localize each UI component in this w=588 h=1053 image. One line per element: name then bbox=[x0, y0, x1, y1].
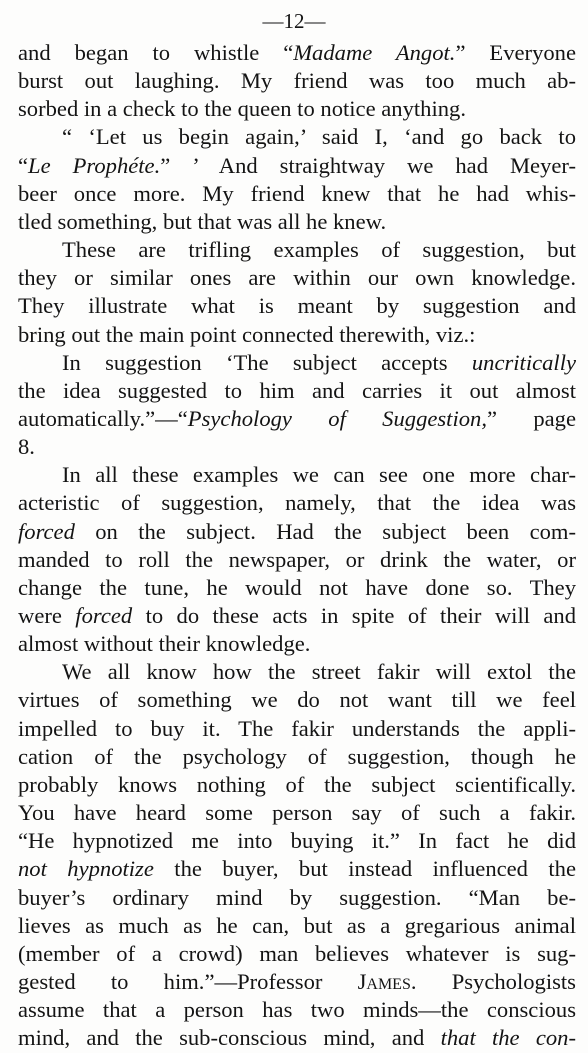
text-line bbox=[18, 798, 576, 828]
text-segment: change the tune, he would not have done so. They bbox=[18, 574, 576, 600]
text-segment: the buyer, but instead influenced the bbox=[153, 856, 576, 882]
text-line bbox=[18, 601, 576, 631]
text-segment: You have heard some person say of such a fakir. bbox=[18, 800, 576, 826]
text-segment: buyer’s ordinary mind by suggestion. “Man be- bbox=[18, 884, 576, 910]
text-segment: mind, and the sub-conscious mind, and bbox=[18, 1025, 441, 1051]
text-line bbox=[18, 685, 576, 715]
text-line bbox=[62, 460, 576, 490]
italic-text: that the con- bbox=[440, 1025, 576, 1051]
text-segment: ” Everyone bbox=[455, 40, 576, 65]
text-segment: on the subject. Had the subject been com- bbox=[74, 518, 576, 544]
text-segment: probably knows nothing of the subject scientifically. bbox=[18, 771, 576, 797]
text-line bbox=[18, 207, 576, 237]
text-segment: lieves as much as he can, but as a gregarious animal bbox=[18, 912, 576, 938]
text-line bbox=[18, 742, 576, 772]
text-segment: virtues of something we do not want till we feel bbox=[18, 687, 576, 713]
text-segment: automatically.”—“ bbox=[18, 405, 188, 431]
text-segment: to do these acts in spite of their will and bbox=[132, 603, 577, 628]
text-segment: they or similar ones are within our own knowledge. bbox=[18, 265, 576, 291]
text-line bbox=[18, 320, 576, 350]
text-segment: In all these examples we can see one more char- bbox=[62, 462, 576, 488]
text-segment: They illustrate what is meant by suggestion and bbox=[18, 293, 576, 319]
text-line bbox=[18, 488, 576, 518]
text-segment: ” page bbox=[486, 405, 576, 431]
text-line bbox=[18, 38, 576, 68]
small-caps-text: James bbox=[357, 968, 411, 994]
text-line bbox=[18, 432, 576, 462]
text-line bbox=[18, 66, 576, 96]
text-line bbox=[18, 826, 576, 856]
text-segment: ” ’ And straightway we had Meyer- bbox=[160, 152, 576, 178]
page-number: —12— bbox=[262, 9, 326, 33]
text-line bbox=[18, 517, 576, 547]
text-segment: tled something, but that was all he knew. bbox=[18, 208, 387, 234]
text-line bbox=[62, 348, 576, 378]
text-segment: beer once more. My friend knew that he had whis- bbox=[18, 180, 576, 206]
italic-text: Madame Angot. bbox=[293, 40, 456, 65]
text-line bbox=[62, 235, 576, 265]
text-segment: cation of the psychology of suggestion, though he bbox=[18, 743, 576, 769]
italic-text: forced bbox=[75, 603, 133, 628]
text-line bbox=[18, 629, 576, 659]
text-segment: . Psychologists bbox=[410, 968, 576, 994]
text-line bbox=[18, 291, 576, 321]
italic-text: Le Prophéte. bbox=[28, 152, 161, 178]
text-line bbox=[18, 263, 576, 293]
text-line bbox=[18, 151, 576, 181]
text-line bbox=[18, 376, 576, 406]
text-segment: impelled to buy it. The fakir understands the appli- bbox=[18, 715, 576, 741]
text-segment: the idea suggested to him and carries it out almost bbox=[18, 377, 576, 403]
italic-text: not hypnotize bbox=[18, 856, 154, 882]
italic-text: Psychology of Suggestion, bbox=[187, 405, 487, 431]
text-line bbox=[18, 714, 576, 744]
text-segment: “ bbox=[18, 152, 29, 178]
text-segment: were bbox=[18, 603, 76, 628]
text-segment: gested to him.”—Professor bbox=[18, 968, 358, 994]
text-line bbox=[18, 967, 576, 997]
text-segment: In suggestion ‘The subject accepts bbox=[62, 349, 472, 375]
italic-text: forced bbox=[18, 518, 75, 544]
text-line bbox=[18, 573, 576, 603]
text-segment: manded to roll the newspaper, or drink the water, or bbox=[18, 546, 576, 572]
text-segment: sorbed in a check to the queen to notice anything. bbox=[18, 96, 466, 122]
text-segment: burst out laughing. My friend was too much ab- bbox=[18, 68, 576, 94]
text-segment: (member of a crowd) man believes whatever is sug- bbox=[18, 940, 576, 966]
text-segment: 8. bbox=[18, 434, 35, 460]
text-line bbox=[18, 770, 576, 800]
text-line bbox=[18, 995, 576, 1025]
text-line bbox=[18, 404, 576, 434]
italic-text: uncritically bbox=[471, 349, 576, 375]
text-segment: almost without their knowledge. bbox=[18, 631, 311, 657]
text-segment: and began to whistle “ bbox=[18, 40, 294, 65]
text-line bbox=[18, 1023, 576, 1053]
text-line bbox=[18, 911, 576, 941]
text-line bbox=[62, 122, 576, 152]
text-line bbox=[18, 545, 576, 575]
text-segment: “He hypnotized me into buying it.” In fact he did bbox=[18, 828, 576, 854]
text-segment: “ ‘Let us begin again,’ said I, ‘and go back to bbox=[62, 124, 576, 150]
text-segment: We all know how the street fakir will extol the bbox=[62, 659, 576, 685]
text-segment: bring out the main point connected therewith, viz.: bbox=[18, 321, 476, 347]
text-line bbox=[18, 939, 576, 969]
text-line bbox=[18, 179, 576, 209]
text-segment: assume that a person has two minds—the conscious bbox=[18, 997, 576, 1023]
text-line bbox=[18, 94, 576, 124]
text-line bbox=[18, 883, 576, 913]
text-line bbox=[18, 854, 576, 884]
text-segment: These are trifling examples of suggestion, but bbox=[62, 237, 576, 263]
text-line bbox=[62, 657, 576, 687]
text-segment: acteristic of suggestion, namely, that the idea was bbox=[18, 490, 576, 516]
